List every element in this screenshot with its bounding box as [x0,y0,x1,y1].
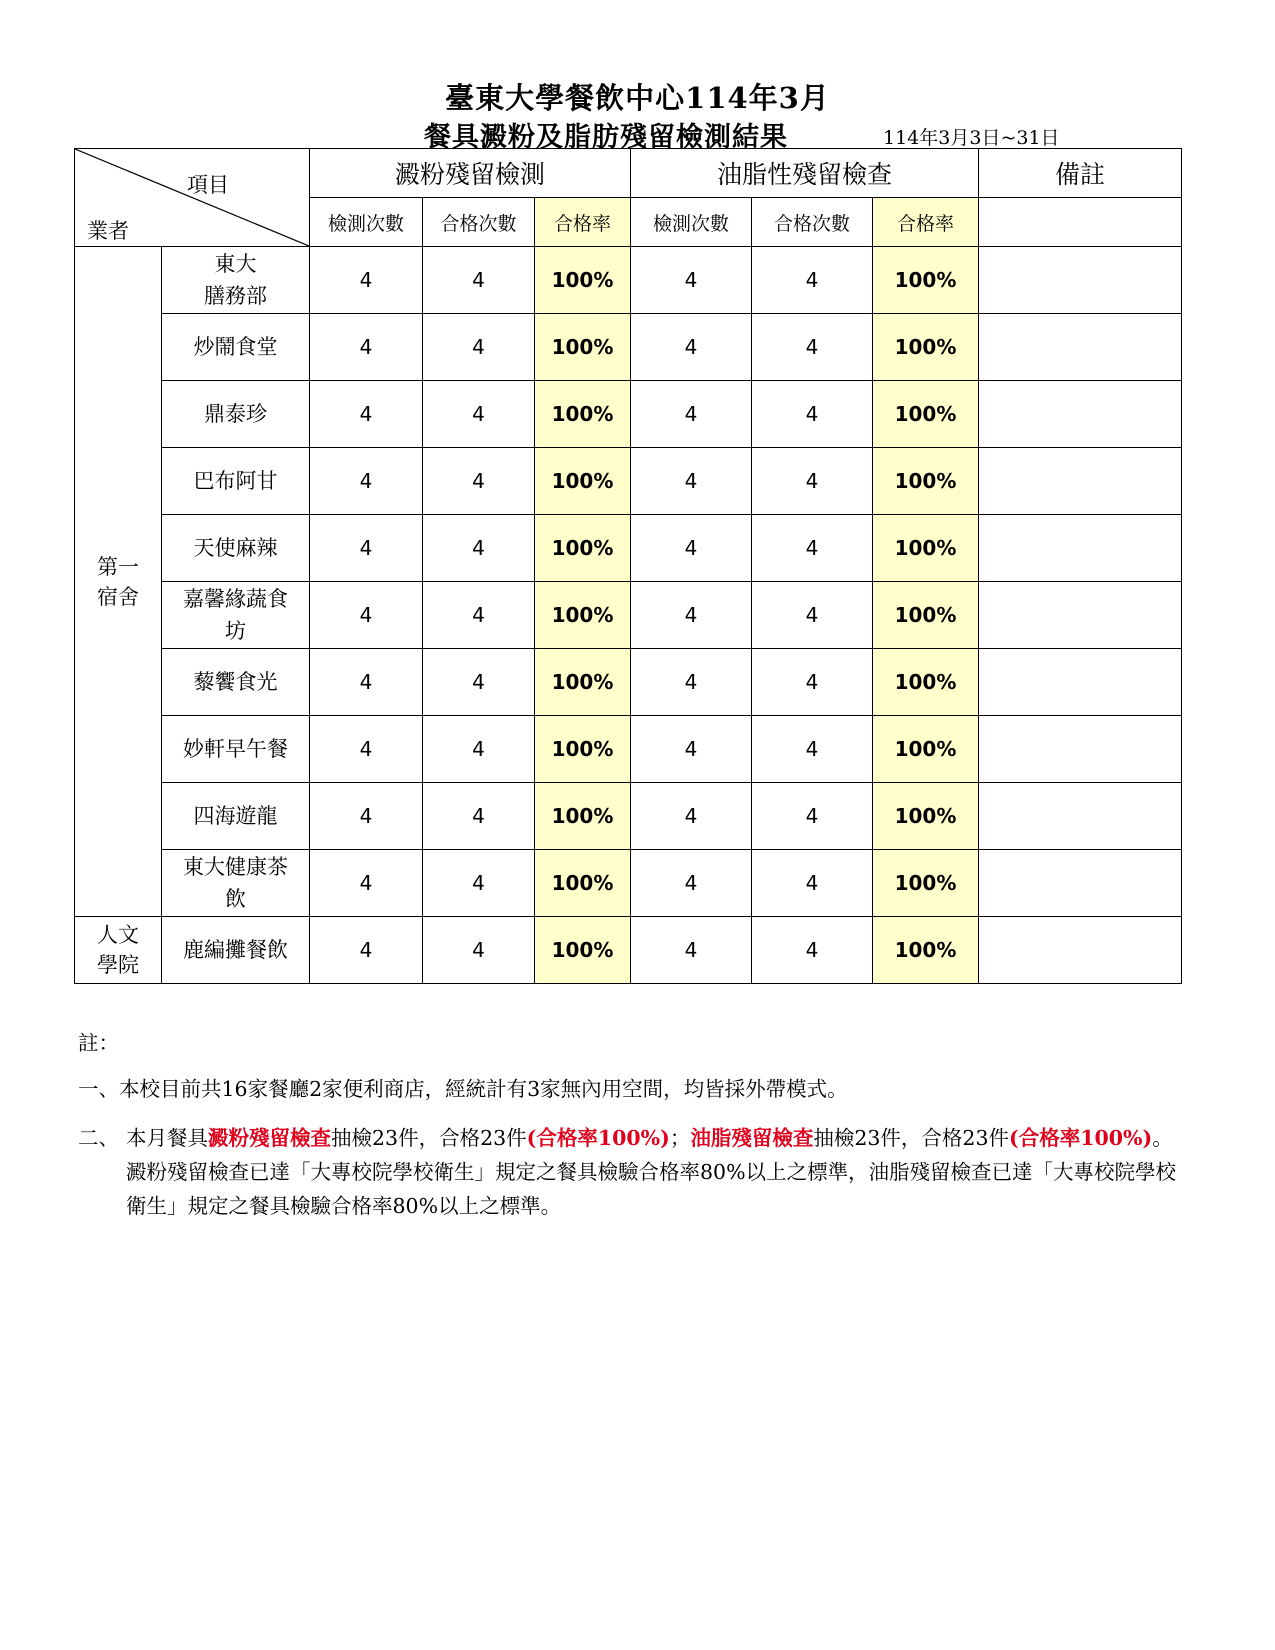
remark-cell [979,917,1182,984]
vendor-cell [162,917,310,984]
note-2-body [78,1121,1178,1223]
vendor-cell [162,381,310,448]
table-row [75,783,1182,850]
fat-pass-cell: 4 [752,582,873,649]
remark-cell [979,448,1182,515]
fat-rate-cell: 100% [873,314,979,381]
starch-rate-cell: 100% [535,381,631,448]
remark-cell [979,381,1182,448]
vendor-name: 藜饗食光 [193,670,278,694]
table-row [75,850,1182,917]
vendor-name: 鼎泰珍 [204,402,267,426]
table-row [75,917,1182,984]
starch-rate-cell: 100% [535,582,631,649]
fat-rate-cell: 100% [873,381,979,448]
starch-tests-cell: 4 [310,448,423,515]
vendor-name-line2: 飲 [225,887,246,911]
note-1: 一、本校目前共16家餐廳2家便利商店，經統計有3家無內用空間，均皆採外帶模式。 [78,1077,848,1101]
fat-tests-cell: 4 [631,314,752,381]
note-2-text: 。澱粉殘留檢查已達「大專校院學校衛生」規定之餐具檢驗合格率80%以上之標準，油脂殘留檢查已達「大專校院學校衛生」規定之餐具檢驗合格率80%以上之標準。 [126,1126,1177,1218]
fat-tests-cell: 4 [631,917,752,984]
vendor-name: 嘉馨緣蔬食 [183,587,288,611]
vendor-cell [162,247,310,314]
note-2-text: 本月餐具 [126,1126,208,1150]
note-2-highlight: 油脂殘留檢查 [690,1126,814,1150]
fat-rate-cell: 100% [873,247,979,314]
starch-pass-cell: 4 [423,716,535,783]
remark-cell [979,247,1182,314]
starch-tests-cell: 4 [310,783,423,850]
note-2-text: ； [669,1126,691,1150]
starch-tests-header: 檢測次數 [310,198,423,247]
document-subtitle: 餐具澱粉及脂肪殘留檢測結果 [424,122,788,153]
table-row [75,515,1182,582]
diagonal-header-cell [75,149,310,247]
vendor-cell [162,850,310,917]
remark-cell [979,314,1182,381]
starch-pass-cell: 4 [423,515,535,582]
table-row [75,649,1182,716]
starch-tests-cell: 4 [310,515,423,582]
remark-header: 備註 [979,149,1182,198]
fat-tests-cell: 4 [631,783,752,850]
table-row [75,582,1182,649]
fat-tests-header: 檢測次數 [631,198,752,247]
vendor-name-line2: 坊 [225,619,246,643]
starch-pass-cell: 4 [423,582,535,649]
table-row [75,448,1182,515]
vendor-cell [162,582,310,649]
starch-rate-cell: 100% [535,783,631,850]
fat-tests-cell: 4 [631,716,752,783]
fat-tests-cell: 4 [631,247,752,314]
fat-rate-header: 合格率 [873,198,979,247]
remark-cell [979,515,1182,582]
table-row [75,314,1182,381]
vendor-name: 四海遊龍 [193,804,278,828]
starch-pass-cell: 4 [423,314,535,381]
starch-rate-cell: 100% [535,917,631,984]
starch-tests-cell: 4 [310,649,423,716]
starch-pass-cell: 4 [423,649,535,716]
remark-cell [979,783,1182,850]
starch-tests-cell: 4 [310,716,423,783]
fat-tests-cell: 4 [631,850,752,917]
vendor-cell [162,448,310,515]
fat-rate-cell: 100% [873,850,979,917]
fat-pass-cell: 4 [752,314,873,381]
starch-pass-cell: 4 [423,381,535,448]
date-range: 114年3月3日~31日 [883,127,1060,149]
vendor-cell [162,314,310,381]
note-2-prefix: 二、 [78,1126,119,1150]
vendor-name: 妙軒早午餐 [183,737,288,761]
vendor-name: 鹿編攤餐飲 [183,938,288,962]
fat-pass-cell: 4 [752,649,873,716]
remark-cell [979,582,1182,649]
note-2-highlight: (合格率100%) [526,1126,670,1150]
remark-cell [979,649,1182,716]
fat-pass-cell: 4 [752,381,873,448]
fat-rate-cell: 100% [873,582,979,649]
note-2 [78,1121,1178,1223]
fat-pass-cell: 4 [752,515,873,582]
fat-rate-cell: 100% [873,716,979,783]
starch-rate-cell: 100% [535,247,631,314]
table-row [75,716,1182,783]
fat-tests-cell: 4 [631,582,752,649]
notes-label: 註： [78,1031,119,1055]
vendor-header-label: 業者 [87,219,129,243]
starch-tests-cell: 4 [310,582,423,649]
item-header-label: 項目 [187,173,229,197]
document-title: 臺東大學餐飲中心114年3月 [445,81,830,115]
starch-rate-cell: 100% [535,448,631,515]
vendor-name: 炒鬧食堂 [193,335,278,359]
fat-pass-cell: 4 [752,917,873,984]
starch-pass-cell: 4 [423,917,535,984]
note-2-highlight: (合格率100%) [1009,1126,1153,1150]
vendor-name-line2: 膳務部 [204,284,267,308]
group-name-line2: 學院 [97,953,139,977]
fat-pass-cell: 4 [752,716,873,783]
fat-tests-cell: 4 [631,649,752,716]
remark-subheader [979,198,1182,247]
remark-cell [979,716,1182,783]
starch-group-header: 澱粉殘留檢測 [310,149,631,198]
fat-tests-cell: 4 [631,515,752,582]
starch-tests-cell: 4 [310,381,423,448]
group-cell [75,917,162,984]
starch-rate-cell: 100% [535,850,631,917]
starch-rate-cell: 100% [535,649,631,716]
starch-pass-cell: 4 [423,850,535,917]
vendor-name: 天使麻辣 [193,536,278,560]
starch-pass-cell: 4 [423,783,535,850]
starch-rate-header: 合格率 [535,198,631,247]
fat-pass-header: 合格次數 [752,198,873,247]
group-name-line2: 宿舍 [97,584,139,609]
fat-rate-cell: 100% [873,649,979,716]
starch-rate-cell: 100% [535,716,631,783]
starch-rate-cell: 100% [535,515,631,582]
fat-pass-cell: 4 [752,850,873,917]
fat-pass-cell: 4 [752,448,873,515]
starch-rate-cell: 100% [535,314,631,381]
table-row [75,381,1182,448]
group-name-line1: 第一 [97,554,139,579]
vendor-name: 東大 [214,252,257,276]
starch-pass-cell: 4 [423,247,535,314]
fat-pass-cell: 4 [752,247,873,314]
vendor-cell [162,783,310,850]
note-2-text: 抽檢23件，合格23件 [813,1126,1010,1150]
fat-tests-cell: 4 [631,448,752,515]
fat-rate-cell: 100% [873,448,979,515]
fat-tests-cell: 4 [631,381,752,448]
fat-pass-cell: 4 [752,783,873,850]
vendor-cell [162,716,310,783]
note-2-highlight: 澱粉殘留檢查 [208,1126,331,1150]
starch-tests-cell: 4 [310,247,423,314]
starch-pass-cell: 4 [423,448,535,515]
fat-rate-cell: 100% [873,917,979,984]
fat-rate-cell: 100% [873,515,979,582]
vendor-name: 東大健康茶 [183,855,288,879]
note-2-text: 抽檢23件，合格23件 [331,1126,527,1150]
fat-rate-cell: 100% [873,783,979,850]
starch-tests-cell: 4 [310,314,423,381]
table-row [75,247,1182,314]
fat-group-header: 油脂性殘留檢查 [631,149,979,198]
group-name-line1: 人文 [97,923,139,947]
vendor-cell [162,515,310,582]
inspection-results-table [74,148,1182,984]
vendor-name: 巴布阿甘 [193,469,278,493]
starch-pass-header: 合格次數 [423,198,535,247]
starch-tests-cell: 4 [310,850,423,917]
remark-cell [979,850,1182,917]
starch-tests-cell: 4 [310,917,423,984]
vendor-cell [162,649,310,716]
group-cell [75,247,162,917]
